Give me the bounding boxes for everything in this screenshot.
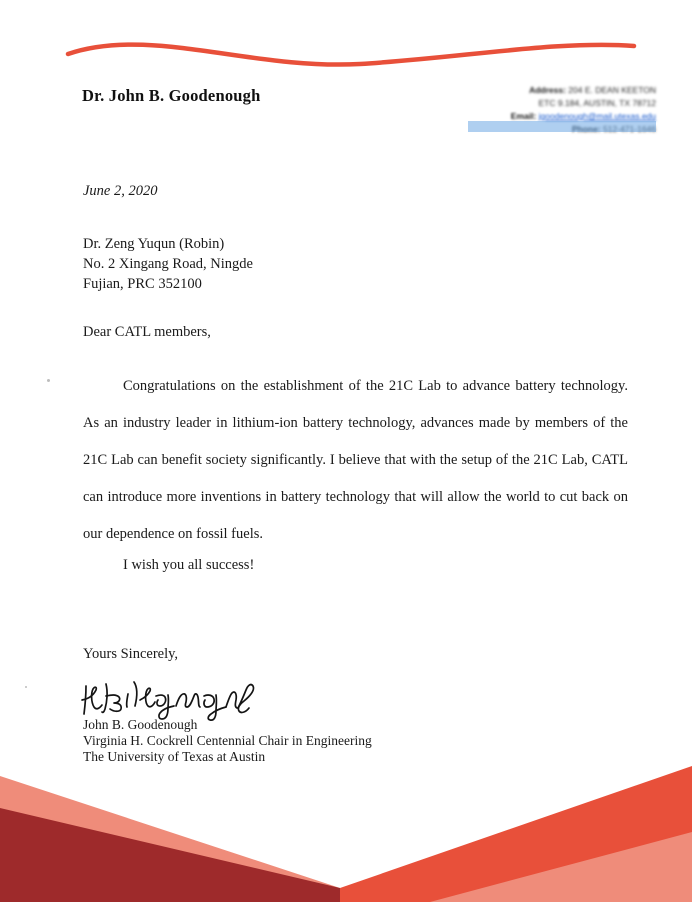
handwritten-signature-icon	[80, 676, 270, 722]
contact-label-address: Address:	[529, 85, 566, 95]
contact-label-email: Email:	[510, 111, 537, 121]
header-wave-decoration	[0, 24, 692, 74]
scan-speck	[47, 379, 50, 382]
signer-block	[83, 717, 372, 765]
contact-line-address2	[424, 97, 656, 110]
footer-art-decoration	[0, 762, 692, 902]
signer-institution: The University of Texas at Austin	[83, 749, 266, 764]
salutation: Dear CATL members,	[83, 324, 211, 340]
contact-value-address2: ETC 9.184, AUSTIN, TX 78712	[538, 98, 656, 108]
closing-line: Yours Sincerely,	[83, 646, 179, 662]
signer-name: John B. Goodenough	[83, 717, 198, 732]
contact-value-email[interactable]: jgoodenough@mail.utexas.edu	[538, 111, 656, 121]
recipient-line-1: Dr. Zeng Yuqun (Robin)	[83, 236, 225, 252]
contact-value-address: 204 E. DEAN KEETON	[568, 85, 656, 95]
body-paragraph-2: I wish you all success!	[123, 557, 255, 573]
signer-title: Virginia H. Cockrell Centennial Chair in Engineering	[83, 733, 372, 748]
email-highlight-overlay	[468, 121, 656, 132]
recipient-line-2: No. 2 Xingang Road, Ningde	[83, 256, 253, 272]
recipient-line-3: Fujian, PRC 352100	[83, 276, 202, 292]
contact-line-address	[424, 84, 656, 97]
letter-date: June 2, 2020	[83, 183, 158, 199]
letterhead-name: Dr. John B. Goodenough	[82, 86, 261, 105]
scan-speck	[25, 686, 27, 688]
body-paragraph-1: Congratulations on the establishment of the 21C Lab to advance battery technology. As an industry leader in lithium-ion battery technology, advances made by members of the 21C Lab can benefit society significantly. I believe that with the setup of the 21C Lab, CATL can introduce more inventions in battery technology that will allow the world to cut back on our dependence on fossil fuels.	[83, 378, 628, 542]
recipient-address-block	[83, 234, 253, 294]
